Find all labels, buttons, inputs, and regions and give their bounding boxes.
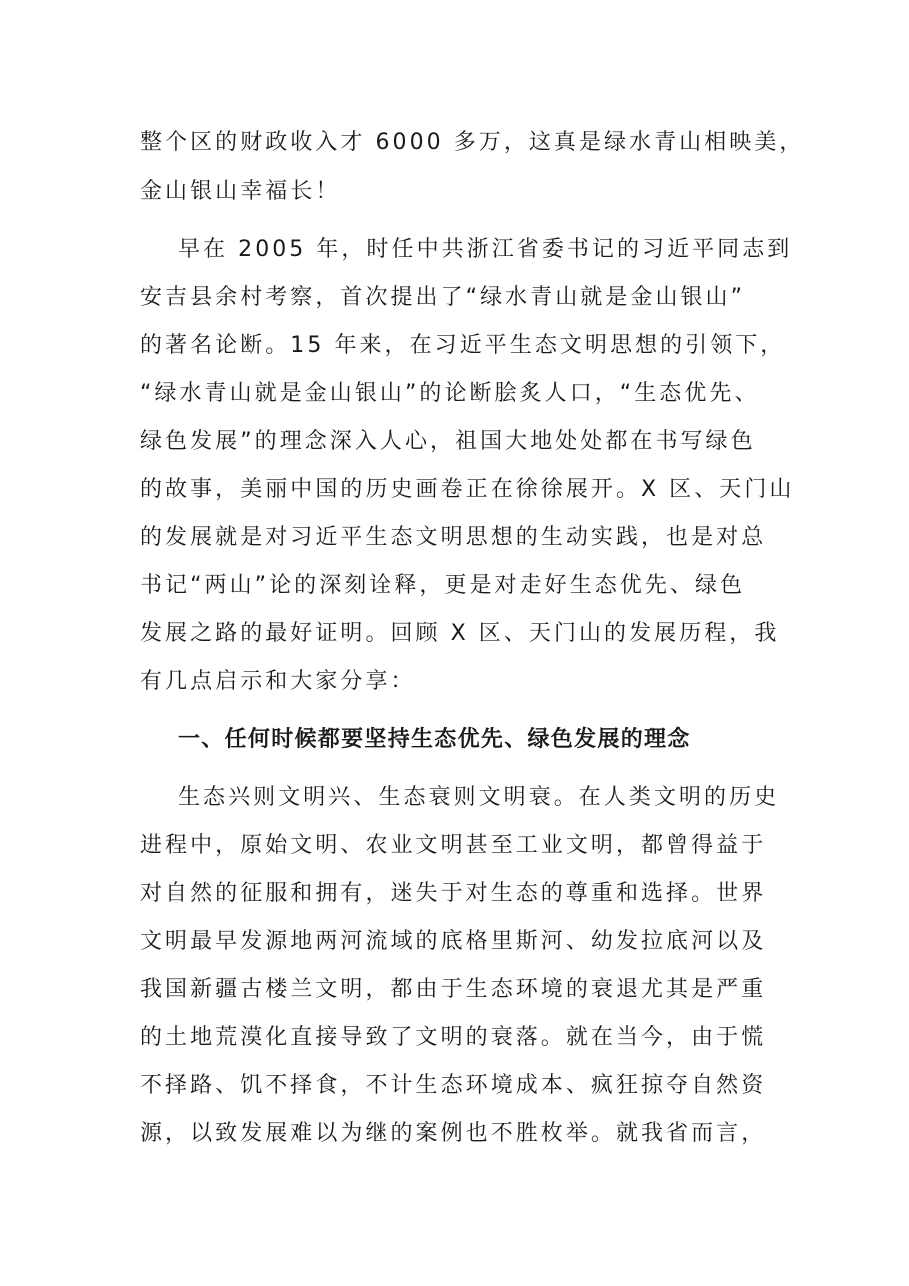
paragraph-3-line-2: 进程中，原始文明、农业文明甚至工业文明，都曾得益于 — [140, 833, 767, 858]
paragraph-3-line-1: 生态兴则文明兴、生态衰则文明衰。在人类文明的历史 — [178, 785, 780, 810]
paragraph-2-line-4: “绿水青山就是金山银山”的论断脍炙人口，“生态优先、 — [140, 381, 760, 406]
paragraph-3-line-7: 不择路、饥不择食，不计生态环境成本、疯狂掠夺自然资 — [140, 1073, 767, 1098]
paragraph-2-line-10: 有几点启示和大家分享： — [140, 669, 416, 694]
paragraph-1-line-1: 整个区的财政收入才 6000 多万，这真是绿水青山相映美， — [140, 130, 805, 155]
paragraph-3-line-3: 对自然的征服和拥有，迷失于对生态的尊重和选择。世界 — [140, 881, 767, 906]
paragraph-3-line-8: 源，以致发展难以为继的案例也不胜枚举。就我省而言， — [140, 1121, 767, 1146]
paragraph-1-line-2: 金山银山幸福长！ — [140, 179, 341, 204]
paragraph-2-line-9: 发展之路的最好证明。回顾 X 区、天门山的发展历程，我 — [140, 621, 780, 646]
section-heading: 一、任何时候都要坚持生态优先、绿色发展的理念 — [178, 727, 691, 752]
paragraph-3-line-4: 文明最早发源地两河流域的底格里斯河、幼发拉底河以及 — [140, 929, 767, 954]
paragraph-2-line-7: 的发展就是对习近平生态文明思想的生动实践，也是对总 — [140, 525, 767, 550]
paragraph-2-line-3: 的著名论断。15 年来，在习近平生态文明思想的引领下， — [140, 333, 786, 358]
paragraph-2-line-5: 绿色发展”的理念深入人心，祖国大地处处都在书写绿色 — [140, 429, 756, 454]
paragraph-2-line-1: 早在 2005 年，时任中共浙江省委书记的习近平同志到 — [178, 237, 793, 262]
paragraph-2-line-2: 安吉县余村考察，首次提出了“绿水青山就是金山银山” — [140, 285, 746, 310]
paragraph-3-line-5: 我国新疆古楼兰文明，都由于生态环境的衰退尤其是严重 — [140, 977, 767, 1002]
paragraph-2-line-6: 的故事，美丽中国的历史画卷正在徐徐展开。X 区、天门山 — [140, 477, 795, 502]
paragraph-2-line-8: 书记“两山”论的深刻诠释，更是对走好生态优先、绿色 — [140, 573, 746, 598]
paragraph-3-line-6: 的土地荒漠化直接导致了文明的衰落。就在当今，由于慌 — [140, 1025, 767, 1050]
